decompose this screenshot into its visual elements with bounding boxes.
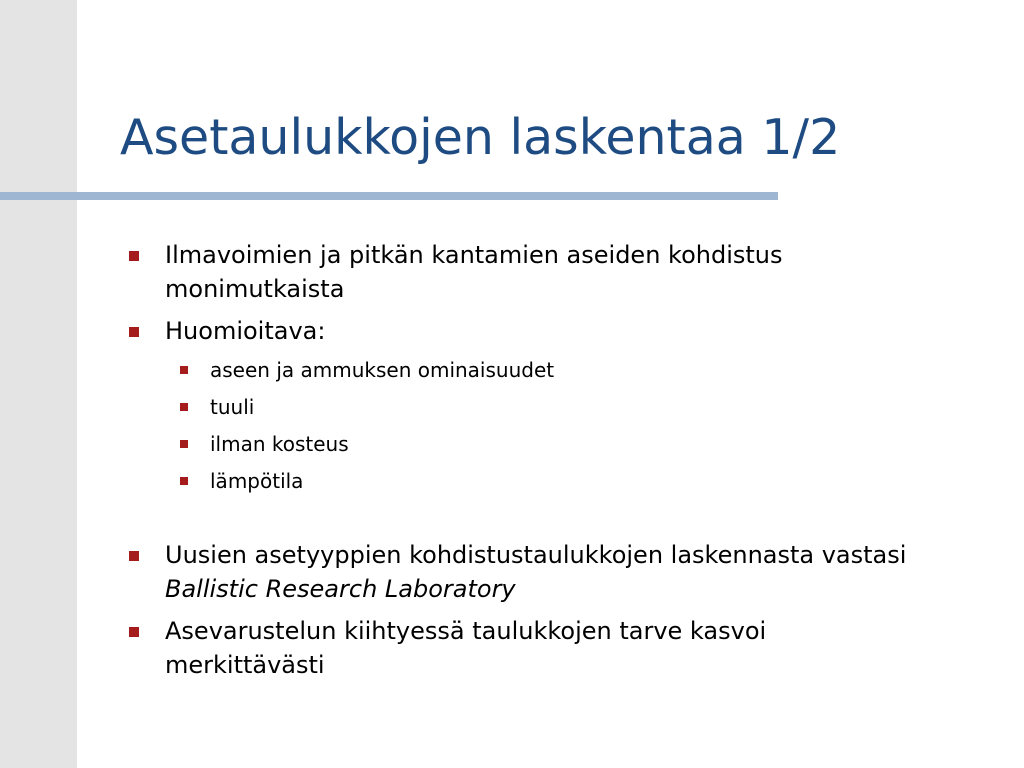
bullet-item [124,538,924,606]
square-bullet-icon [180,440,188,448]
bullet-text: Asevarustelun kiihtyessä taulukkojen tarve kasvoi merkittävästi [165,617,767,679]
bullet-list [124,238,924,690]
sub-bullet-text: aseen ja ammuksen ominaisuudet [210,358,555,382]
sub-bullet-item [206,389,924,426]
slide-title: Asetaulukkojen laskentaa 1/2 [120,109,841,166]
title-underline-rule [0,192,778,200]
bullet-text: Huomioitava: [165,317,326,345]
sub-bullet-text: lämpötila [210,469,304,493]
sub-bullet-item [206,352,924,389]
bullet-emphasis-text: Ballistic Research Laboratory [165,575,516,603]
bullet-text: Uusien asetyyppien kohdistustaulukkojen laskennasta vastasi [165,541,907,569]
square-bullet-icon [180,366,188,374]
square-bullet-icon [180,403,188,411]
bullet-item [124,238,924,306]
sub-bullet-item [206,463,924,500]
bullet-text: Ilmavoimien ja pitkän kantamien aseiden kohdistus monimutkaista [165,241,783,303]
square-bullet-icon [129,551,139,561]
bullet-item [124,314,924,500]
bullet-item [124,614,924,682]
square-bullet-icon [180,477,188,485]
left-decorative-band [0,0,77,768]
square-bullet-icon [129,627,139,637]
sub-bullet-list [165,352,924,500]
sub-bullet-text: tuuli [210,395,255,419]
sub-bullet-item [206,426,924,463]
sub-bullet-text: ilman kosteus [210,432,349,456]
square-bullet-icon [129,251,139,261]
square-bullet-icon [129,327,139,337]
